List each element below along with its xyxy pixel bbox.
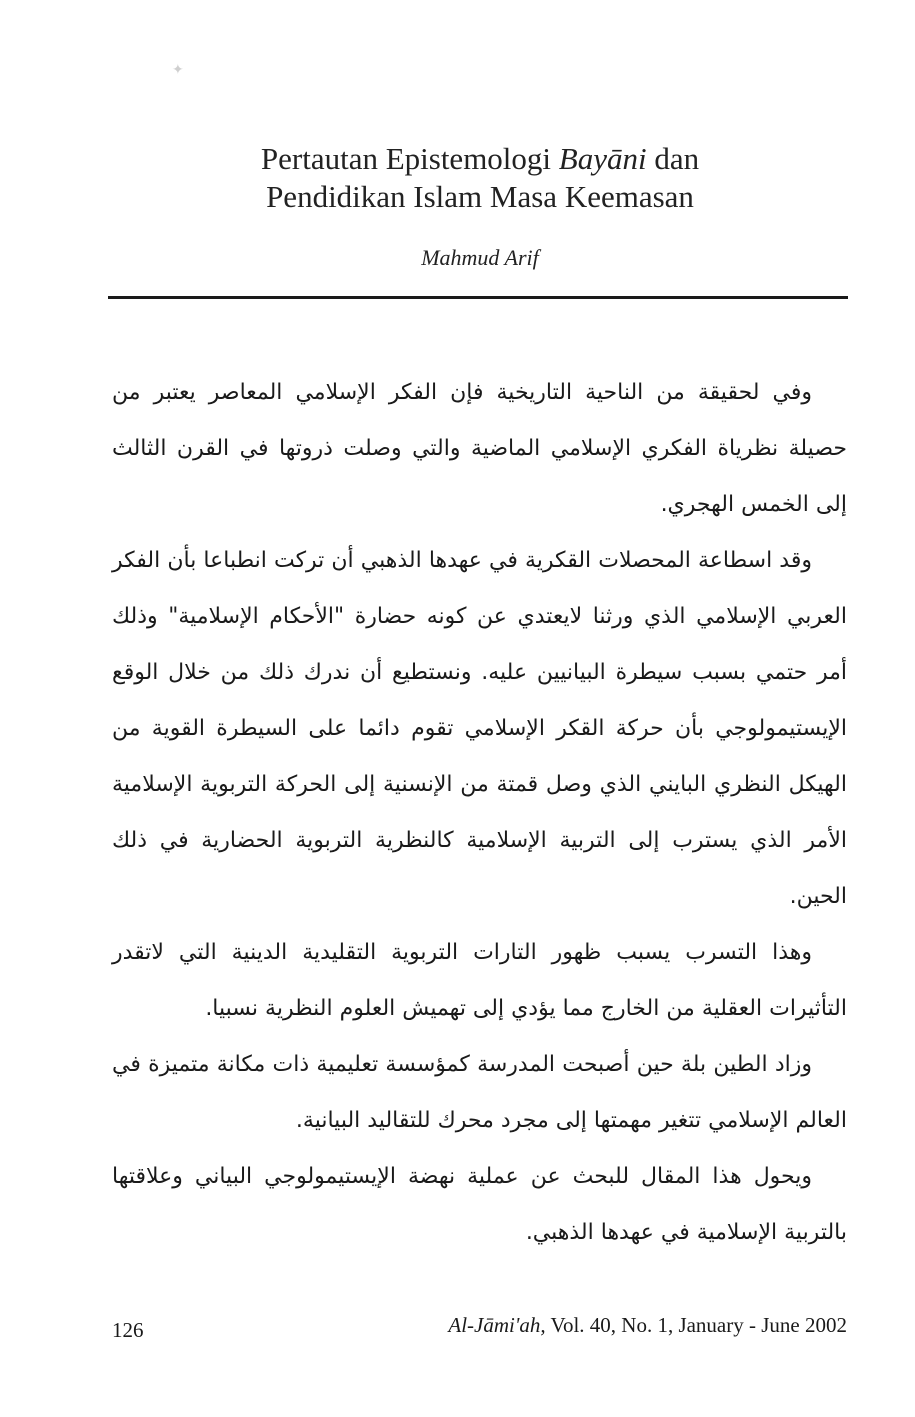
title-part-2: dan (654, 141, 700, 176)
title-divider (108, 296, 848, 299)
journal-citation (448, 1313, 847, 1338)
page-number: 126 (112, 1318, 144, 1342)
paragraph: ويحول هذا المقال للبحث عن عملية نهضة الإيستيمولوجي البياني وعلاقتها بالتربية الإسلامية في عهدها الذهبي. (112, 1164, 847, 1245)
author-name: Mahmud Arif (421, 245, 539, 270)
title-part-1: Pertautan Epistemologi (260, 141, 552, 176)
title-line-2: Pendidikan Islam Masa Keemasan (266, 179, 694, 214)
paragraph: وزاد الطين بلة حين أصبحت المدرسة كمؤسسة تعليمية ذات مكانة متميزة في العالم الإسلامي تتغير مهمتها إلى مجرد محرك للتقاليد البيانية. (112, 1052, 847, 1133)
paragraph: وقد اسطاعة المحصلات القكرية في عهدها الذهبي أن تركت انطباعا بأن الفكر العربي الإسلامي الذي ورثنا لايعتدي عن كونه حضارة "الأحكام الإسلامية" وذلك أمر حتمي بسبب سيطرة البيانيين عليه. ونستطيع أن ندرك ذلك من خلال الوقع الإيستيمولوجي بأن حركة القكر الإسلامي تقوم دائما على السيطرة القوية من الهيكل النظري البايني الذي وصل قمتة من الإنسنية إلى الحركة التربوية الإسلامية الأمر الذي يسترب إلى التربية الإسلامية كالنظرية التربوية الحضارية في ذلك الحين. (112, 548, 847, 909)
article-title (110, 140, 850, 216)
abstract-body (112, 365, 847, 1261)
journal-issue: Vol. 40, No. 1, January - June 2002 (550, 1313, 847, 1337)
title-line-1 (110, 140, 850, 178)
journal-name: Al-Jāmi'ah, (448, 1313, 546, 1337)
paragraph: وهذا التسرب يسبب ظهور التارات التربوية التقليدية الدينية التي لاتقدر التأثيرات العقلية من الخارج مما يؤدي إلى تهميش العلوم النظرية نسبيا. (112, 940, 847, 1021)
scan-speck: ✦ (172, 62, 184, 78)
title-italic-word: Bayāni (558, 141, 647, 176)
paragraph: وفي لحقيقة من الناحية التاريخية فإن الفكر الإسلامي المعاصر يعتبر من حصيلة نظرياة الفكري الإسلامي الماضية والتي وصلت ذروتها في القرن الثالث إلى الخمس الهجري. (112, 380, 847, 517)
